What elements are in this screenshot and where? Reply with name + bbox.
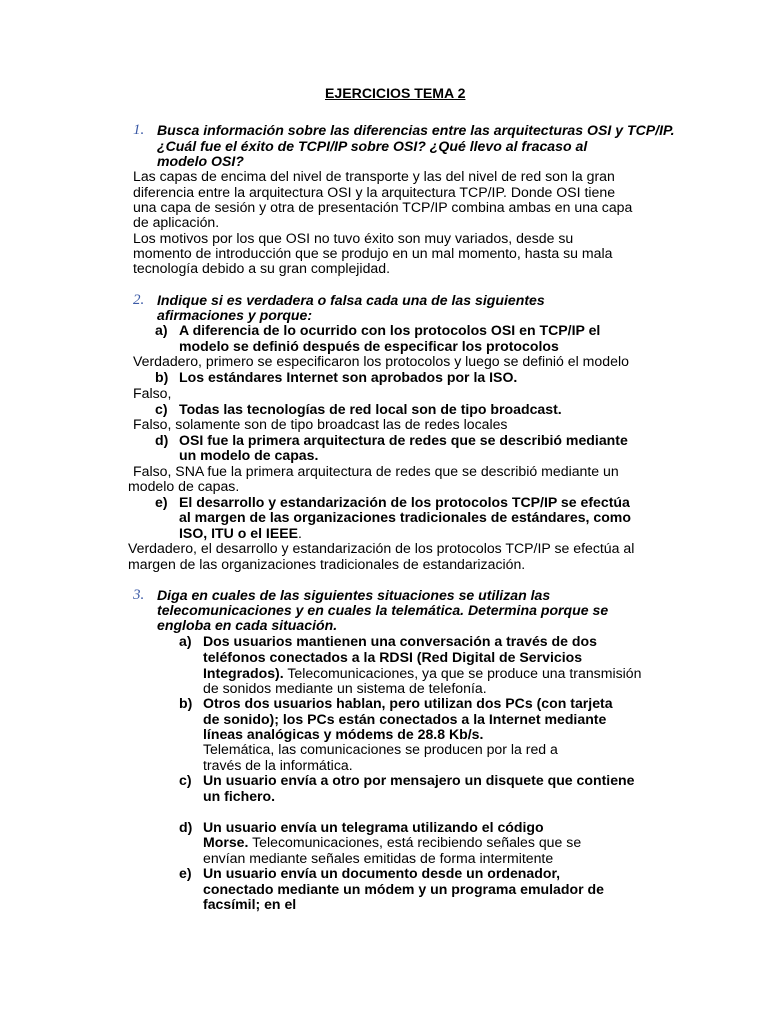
question-text: Diga en cuales de las siguientes situaciones se utilizan las <box>157 587 551 603</box>
item-text: facsímil; en el <box>203 896 297 912</box>
answer-text: Verdadero, el desarrollo y estandarización de los protocolos TCP/IP se efectúa al <box>128 540 635 556</box>
item-text: El desarrollo y estandarización de los protocolos TCP/IP se efectúa <box>179 494 630 510</box>
item-text: Otros dos usuarios hablan, pero utilizan dos PCs (con tarjeta <box>203 695 613 711</box>
answer-text: Falso, solamente son de tipo broadcast las de redes locales <box>133 416 508 432</box>
answer-text: Falso, SNA fue la primera arquitectura de redes que se describió mediante un <box>133 463 619 479</box>
item-text: Un usuario envía un telegrama utilizando el código <box>203 819 544 835</box>
item-text-end: . <box>298 525 302 541</box>
item-text-line <box>203 665 641 681</box>
answer-text: diferencia entre la arquitectura OSI y la arquitectura TCP/IP. Donde OSI tiene <box>133 184 616 200</box>
item-letter: e) <box>179 865 192 881</box>
item-letter: e) <box>155 494 168 510</box>
item-letter: c) <box>179 772 192 788</box>
item-letter: a) <box>179 633 192 649</box>
item-text: teléfonos conectados a la RDSI (Red Digital de Servicios <box>203 649 583 665</box>
question-text: Indique si es verdadera o falsa cada una de las siguientes <box>157 292 545 308</box>
item-text: Todas las tecnologías de red local son de tipo broadcast. <box>179 401 562 417</box>
answer-text: Telemática, las comunicaciones se producen por la red a <box>203 741 558 757</box>
question-text: Busca información sobre las diferencias entre las arquitecturas OSI y TCP/IP. <box>157 122 675 138</box>
item-text: ISO, ITU o el IEEE <box>179 525 299 541</box>
item-letter: a) <box>155 322 168 338</box>
item-text: un modelo de capas. <box>179 447 319 463</box>
answer-text: Los motivos por los que OSI no tuvo éxito son muy variados, desde su <box>133 230 574 246</box>
answer-text: de aplicación. <box>133 214 220 230</box>
answer-text: Las capas de encima del nivel de transporte y las del nivel de red son la gran <box>133 168 615 184</box>
answer-text: de sonidos mediante un sistema de telefonía. <box>203 680 487 696</box>
item-letter: d) <box>155 432 169 448</box>
item-text: Morse. <box>203 834 249 850</box>
question-text: afirmaciones y porque: <box>157 307 313 323</box>
item-text: Un usuario envía un documento desde un ordenador, <box>203 865 561 881</box>
question-number: 1. <box>133 122 145 138</box>
question-number: 3. <box>133 587 145 603</box>
answer-text: margen de las organizaciones tradicionales de estandarización. <box>128 556 526 572</box>
item-text: líneas analógicas y módems de 28.8 Kb/s. <box>203 726 484 742</box>
item-text: modelo se definió después de especificar los protocolos <box>179 338 559 354</box>
item-text: Dos usuarios mantienen una conversación a través de dos <box>203 633 597 649</box>
item-text: al margen de las organizaciones tradicionales de estándares, como <box>179 509 631 525</box>
item-text: un fichero. <box>203 788 276 804</box>
item-text: Integrados). <box>203 665 284 681</box>
question-number: 2. <box>133 292 145 308</box>
item-text: OSI fue la primera arquitectura de redes que se describió mediante <box>179 432 628 448</box>
item-text: conectado mediante un módem y un programa emulador de <box>203 881 604 897</box>
item-text: Los estándares Internet son aprobados por la ISO. <box>179 369 518 385</box>
item-letter: d) <box>179 819 193 835</box>
item-letter: c) <box>155 401 168 417</box>
question-text: modelo OSI? <box>157 153 244 169</box>
document-title: EJERCICIOS TEMA 2 <box>325 85 466 101</box>
answer-text: Verdadero, primero se especificaron los protocolos y luego se definió el modelo <box>133 353 629 369</box>
item-text: Un usuario envía a otro por mensajero un disquete que contiene <box>203 772 635 788</box>
item-text-line <box>203 834 581 850</box>
answer-text: modelo de capas. <box>128 478 240 494</box>
answer-text: Telecomunicaciones, ya que se produce una transmisión <box>283 665 642 681</box>
answer-text: través de la informática. <box>203 757 353 773</box>
question-text: telecomunicaciones y en cuales la telemática. Determina porque se <box>157 602 609 618</box>
question-text: engloba en cada situación. <box>157 617 338 633</box>
item-letter: b) <box>155 369 169 385</box>
item-text-line <box>179 525 302 541</box>
answer-text: tecnología debido a su gran complejidad. <box>133 260 390 276</box>
answer-text: Telecomunicaciones, está recibiendo señales que se <box>248 834 582 850</box>
answer-text: Falso, <box>133 385 172 401</box>
question-text: ¿Cuál fue el éxito de TCPI/IP sobre OSI? ¿Qué llevo al fracaso al <box>157 138 588 154</box>
item-text: de sonido); los PCs están conectados a la Internet mediante <box>203 711 607 727</box>
item-letter: b) <box>179 695 193 711</box>
answer-text: una capa de sesión y otra de presentación TCP/IP combina ambas en una capa <box>133 199 633 215</box>
answer-text: envían mediante señales emitidas de forma intermitente <box>203 850 554 866</box>
answer-text: momento de introducción que se produjo en un mal momento, hasta su mala <box>133 245 613 261</box>
item-text: A diferencia de lo ocurrido con los protocolos OSI en TCP/IP el <box>179 322 601 338</box>
